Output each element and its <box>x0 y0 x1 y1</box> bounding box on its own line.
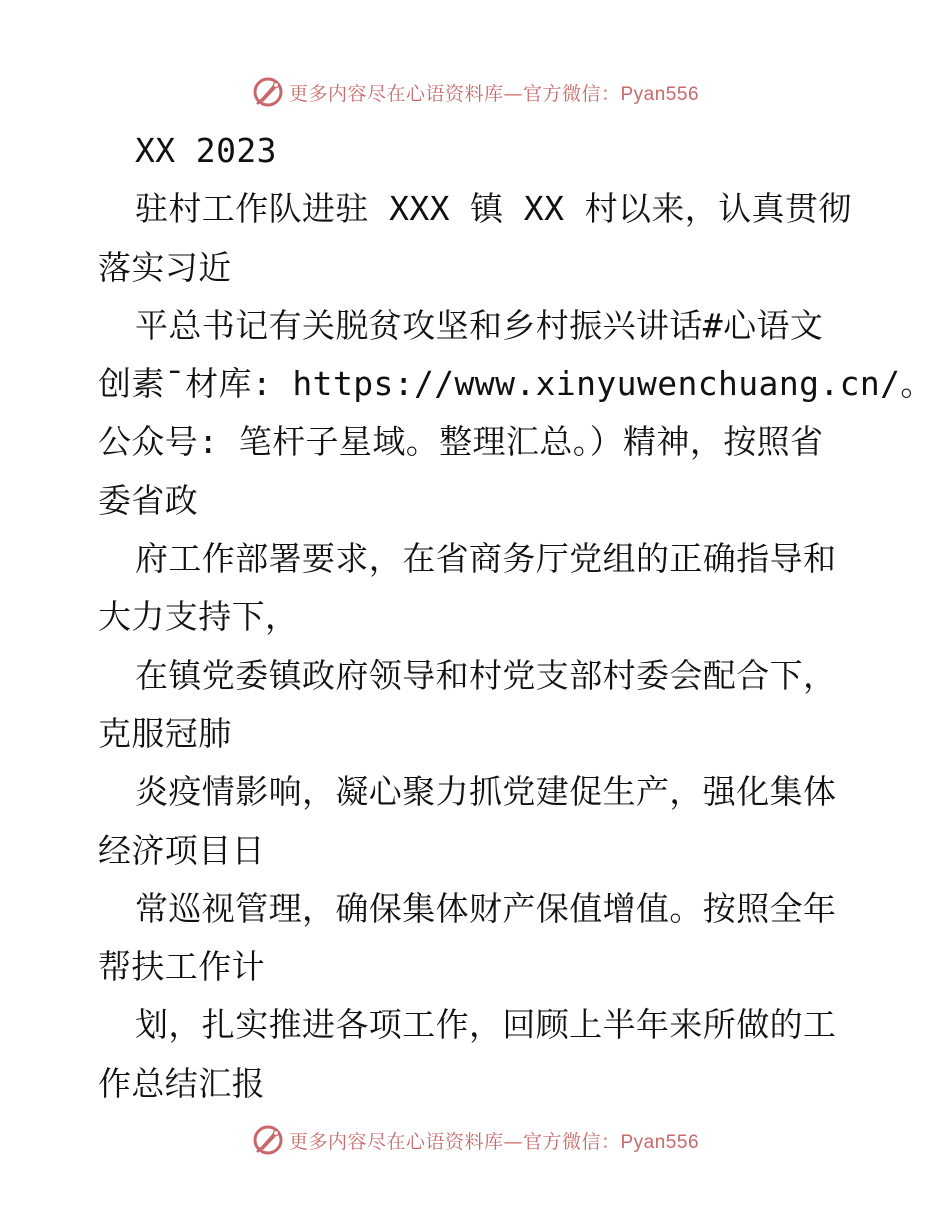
document-line: 经济项目日 <box>98 830 265 870</box>
document-line: 公众号: 笔杆子星域。整理汇总。）精神，按照省 <box>98 422 824 462</box>
document-line: 炎疫情影响，凝心聚力抓党建促生产，强化集体 <box>135 772 837 812</box>
document-line: 帮扶工作计 <box>98 947 265 987</box>
document-line: 克服冠肺 <box>98 713 232 753</box>
document-line: 委省政 <box>98 480 199 520</box>
quill-pen-logo-icon <box>251 1123 285 1157</box>
quill-pen-logo-icon <box>251 75 285 109</box>
watermark-text <box>289 1127 699 1154</box>
document-line: 落实习近 <box>98 247 232 287</box>
watermark-text <box>289 79 699 106</box>
watermark-wechat-id: Pyan556 <box>620 1131 700 1153</box>
footer-watermark <box>0 1120 950 1160</box>
header-watermark <box>0 72 950 112</box>
document-line: 划，扎实推进各项工作，回顾上半年来所做的工 <box>135 1005 837 1045</box>
document-line: 大力支持下， <box>98 597 299 637</box>
watermark-wechat-id: Pyan556 <box>620 83 700 105</box>
document-line: 作总结汇报 <box>98 1063 265 1103</box>
document-line: 驻村工作队进驻 XXX 镇 XX 村以来，认真贯彻 <box>135 189 852 229</box>
document-line: 常巡视管理，确保集体财产保值增值。按照全年 <box>135 888 837 928</box>
watermark-contact-label: 官方微信： <box>522 1130 621 1153</box>
document-line: 创素¯材库: https://www.xinyuwenchuang.cn/。 <box>98 364 934 404</box>
document-line: 平总书记有关脱贫攻坚和乡村振兴讲话#心语文 <box>135 305 824 345</box>
watermark-separator: — <box>503 1130 523 1153</box>
document-line: 在镇党委镇政府领导和村党支部村委会配合下， <box>135 655 837 695</box>
watermark-contact-label: 官方微信： <box>522 82 621 105</box>
document-body <box>98 122 934 1113</box>
document-line: 府工作部署要求，在省商务厅党组的正确指导和 <box>135 539 837 579</box>
document-line: XX 2023 <box>135 131 277 170</box>
watermark-brand: 更多内容尽在心语资料库 <box>288 1130 504 1153</box>
watermark-separator: — <box>503 82 523 105</box>
watermark-brand: 更多内容尽在心语资料库 <box>288 82 504 105</box>
